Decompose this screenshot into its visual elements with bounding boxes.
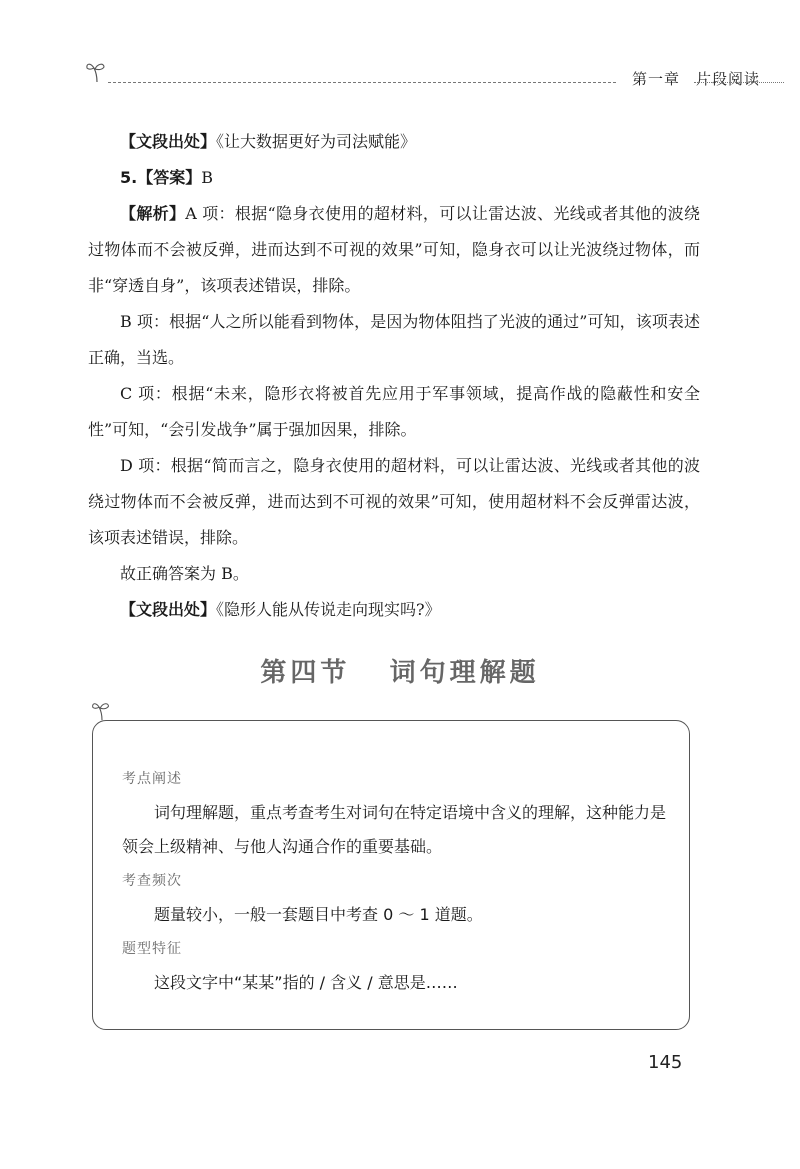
section-title xyxy=(0,652,800,689)
paragraph-text: 《让大数据更好为司法赋能》 xyxy=(216,132,417,151)
paragraph xyxy=(88,592,700,628)
info-box-content xyxy=(122,762,670,1000)
box-text: 词句理解题，重点考查考生对词句在特定语境中含义的理解，这种能力是领会上级精神、与他人沟通合作的重要基础。 xyxy=(122,803,667,856)
sprout-icon xyxy=(90,698,114,722)
page-number: 145 xyxy=(648,1052,683,1073)
paragraph xyxy=(88,160,700,196)
main-content xyxy=(88,124,700,628)
section-number: 第四节 xyxy=(260,658,351,688)
paragraph xyxy=(88,124,700,160)
page-header xyxy=(84,56,784,96)
paragraph-text: A 项：根据“隐身衣使用的超材料，可以让雷达波、光线或者其他的波绕过物体而不会被反弹，进而达到不可视的效果”可知，隐身衣可以让光波绕过物体，而非“穿透自身”，该项表述错误，排除。 xyxy=(88,204,700,295)
analysis-tag: 【解析】 xyxy=(120,204,186,223)
answer-tag: 5.【答案】 xyxy=(120,168,202,187)
paragraph-tag: 【文段出处】 xyxy=(120,132,217,151)
box-subtitle: 考点阐述 xyxy=(122,771,182,787)
paragraph-tag: 【文段出处】 xyxy=(120,600,217,619)
box-text: 题量较小，一般一套题目中考查 0 ～ 1 道题。 xyxy=(154,905,483,924)
paragraph: B 项：根据“人之所以能看到物体，是因为物体阻挡了光波的通过”可知，该项表述正确，当选。 xyxy=(88,312,700,367)
chapter-title: 第一章 片段阅读 xyxy=(632,70,761,88)
paragraph-text: 《隐形人能从传说走向现实吗?》 xyxy=(216,600,441,619)
header-rule xyxy=(694,82,784,83)
answer-text: B xyxy=(201,168,213,187)
section-name: 词句理解题 xyxy=(389,658,540,688)
box-subtitle: 考查频次 xyxy=(122,873,182,889)
paragraph: C 项：根据“未来，隐形衣将被首先应用于军事领域，提高作战的隐蔽性和安全性”可知，“会引发战争”属于强加因果，排除。 xyxy=(88,384,700,439)
paragraph xyxy=(88,196,700,304)
box-subtitle: 题型特征 xyxy=(122,941,182,957)
header-rule xyxy=(108,82,616,83)
box-text: 这段文字中“某某”指的 / 含义 / 意思是…… xyxy=(154,973,458,992)
sprout-icon xyxy=(84,58,110,84)
paragraph: D 项：根据“简而言之，隐身衣使用的超材料，可以让雷达波、光线或者其他的波绕过物体而不会被反弹，进而达到不可视的效果”可知，使用超材料不会反弹雷达波，该项表述错误，排除。 xyxy=(88,456,700,547)
paragraph: 故正确答案为 B。 xyxy=(120,564,249,583)
